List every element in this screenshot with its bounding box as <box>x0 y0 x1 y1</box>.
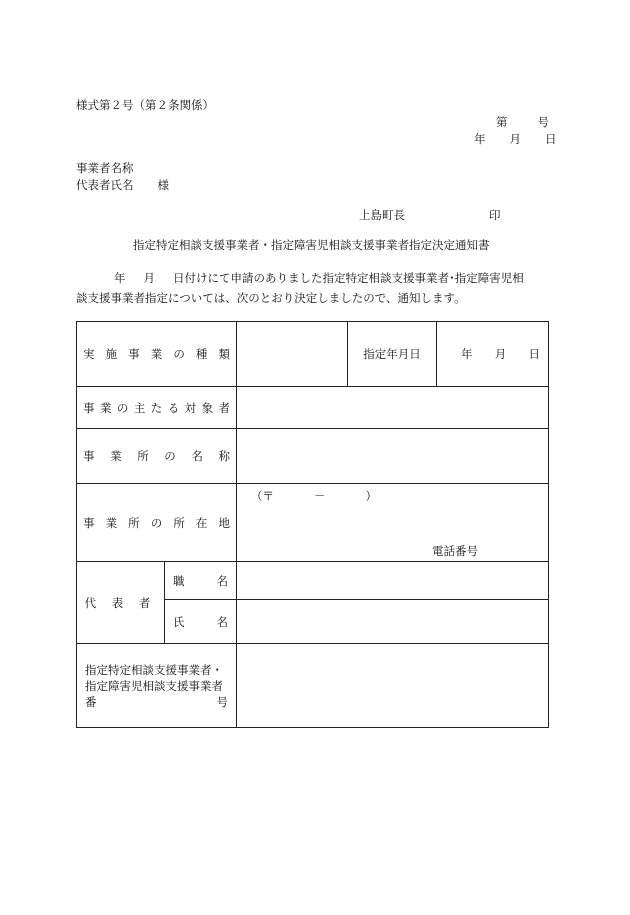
business-type-value[interactable] <box>237 322 348 387</box>
designation-date-label: 指定年月日 <box>348 322 437 387</box>
table-row-designation-number <box>77 644 549 728</box>
designation-date-value[interactable]: 年 月 日 <box>437 322 549 387</box>
representative-line <box>76 177 169 193</box>
issuer-line <box>359 207 501 223</box>
office-name-label: 事 業 所 の 名 称 <box>77 429 237 484</box>
body-text-line1: 日付けにて申請のありました指定特定相談支援事業者･指定障害児相 <box>173 271 524 285</box>
representative-label: 代表者氏名 <box>76 178 134 192</box>
issue-month: 月 <box>509 132 521 146</box>
office-name-value[interactable] <box>237 429 549 484</box>
form-number: 様式第２号（第２条関係） <box>76 98 214 112</box>
phone-number-label: 電話番号 <box>432 543 478 558</box>
designation-number-label: 指定特定相談支援事業者・ 指定障害児相談支援事業者 番 号 <box>77 644 237 728</box>
table-row-business-type <box>77 322 549 387</box>
table-row-rep-title <box>77 562 549 600</box>
body-year: 年 <box>114 271 126 285</box>
business-name-label: 事業者名称 <box>76 161 134 175</box>
rep-title-value[interactable] <box>237 562 549 600</box>
document-title: 指定特定相談支援事業者・指定障害児相談支援事業者指定決定通知書 <box>133 238 490 252</box>
body-text-line2: 談支援事業者指定については、次のとおり決定しましたので、通知します。 <box>76 291 466 305</box>
body-month: 月 <box>143 271 155 285</box>
rep-name-label: 氏 名 <box>165 600 237 644</box>
details-table <box>76 321 549 728</box>
issuer-name: 上島町長 <box>359 208 405 222</box>
table-row-office-address <box>77 484 549 562</box>
seal-mark: 印 <box>489 208 501 222</box>
target-value[interactable] <box>237 387 549 429</box>
notice-body <box>76 268 551 308</box>
rep-name-value[interactable] <box>237 600 549 644</box>
number-prefix: 第 <box>496 115 508 129</box>
designation-number-value[interactable] <box>237 644 549 728</box>
number-suffix: 号 <box>537 115 549 129</box>
representative-group-label: 代 表 者 <box>77 562 165 644</box>
honorific: 様 <box>157 178 169 192</box>
office-address-value[interactable] <box>237 484 549 562</box>
table-row-office-name <box>77 429 549 484</box>
document-number-line <box>496 114 549 130</box>
target-label: 事 業 の 主 た る 対 象 者 <box>77 387 237 429</box>
issue-date-line <box>474 131 557 147</box>
issue-day: 日 <box>545 132 557 146</box>
rep-title-label: 職 名 <box>165 562 237 600</box>
postal-code: （〒 － ） <box>251 488 377 503</box>
table-row-target <box>77 387 549 429</box>
issue-year: 年 <box>474 132 486 146</box>
business-type-label: 実 施 事 業 の 種 類 <box>77 322 237 387</box>
office-address-label: 事 業 所 の 所 在 地 <box>77 484 237 562</box>
